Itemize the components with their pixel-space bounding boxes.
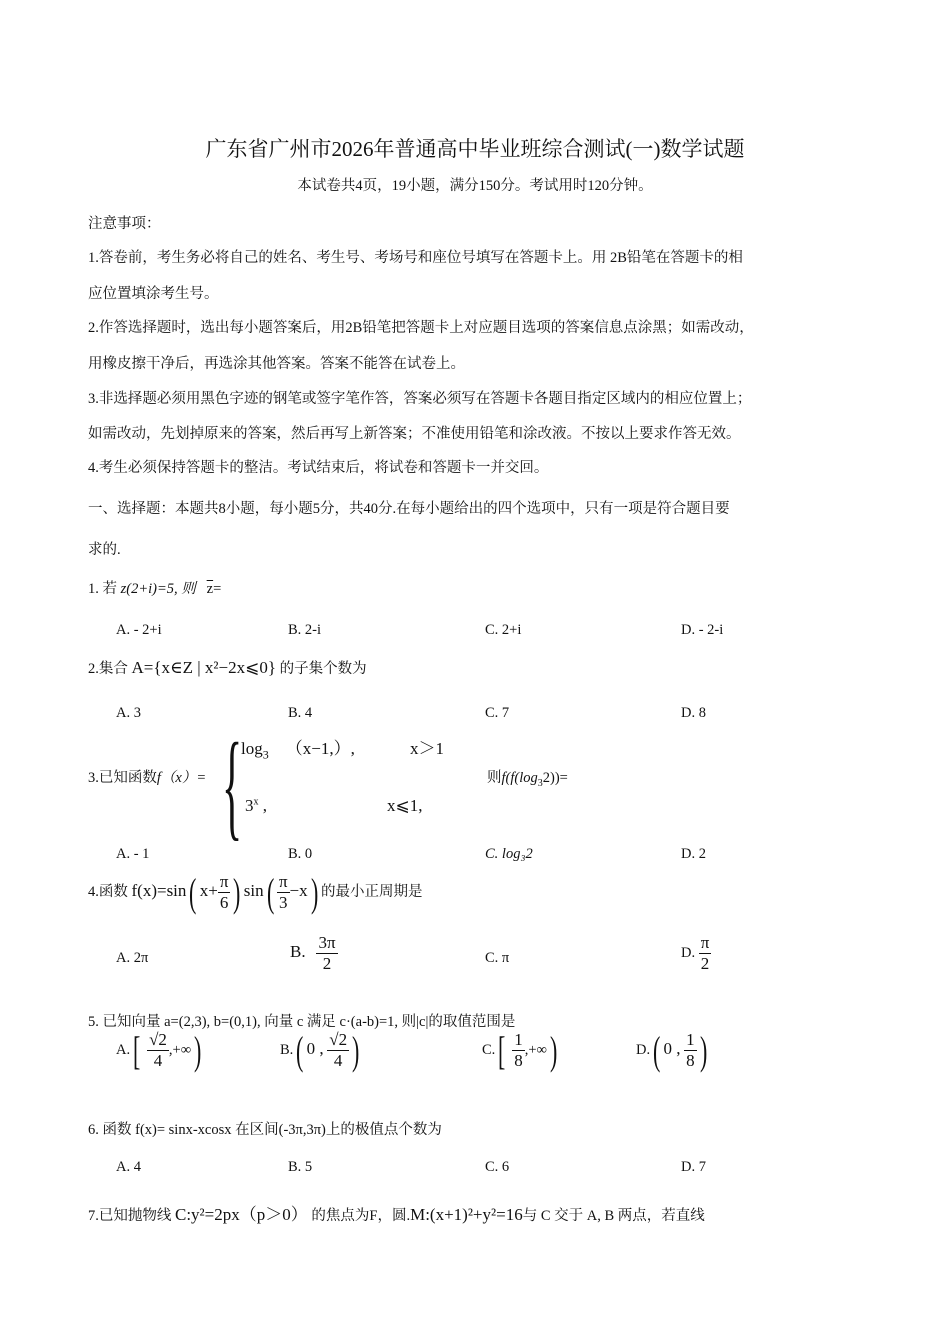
notice-3b: 如需改动，先划掉原来的答案，然后再写上新答案；不准使用铅笔和涂改液。不按以上要求作答无效。: [88, 426, 741, 442]
q3-case1: $\log_3$ （x−1,）,: [241, 739, 355, 762]
section1-line2: 求的.: [88, 542, 121, 558]
q4-option-a[interactable]: A. 2π: [116, 950, 149, 966]
q6-option-d[interactable]: D. 7: [681, 1159, 706, 1175]
q6-option-c[interactable]: C. 6: [485, 1159, 510, 1175]
notice-heading: 注意事项：: [88, 216, 161, 232]
q2-option-d[interactable]: D. 8: [681, 705, 706, 721]
q6-option-a[interactable]: A. 4: [116, 1159, 141, 1175]
q2-option-b[interactable]: B. 4: [288, 705, 313, 721]
q5-option-c[interactable]: C.[ $\frac{1}{8}$ ,+∞): [482, 1027, 558, 1073]
q4-option-b[interactable]: B. $\frac{3\pi}{2}$: [290, 933, 336, 973]
q5-option-d[interactable]: D.( 0 , $\frac{1}{8}$ ): [636, 1027, 707, 1073]
q4-option-d[interactable]: D. $\frac{\pi}{2}$: [681, 933, 710, 973]
section1-line1: 一、选择题：本题共8小题，每小题5分，共40分.在每小题给出的四个选项中，只有一项是符合题目要: [88, 501, 730, 517]
q1-option-d[interactable]: D. - 2-i: [681, 622, 724, 638]
q3-case2: 3$^x$ ,: [245, 796, 267, 815]
q4-frac-pi-6: $\frac{\pi}{6}$: [219, 872, 229, 912]
q1-stem: 1. 若 z(2+i)=5, 则 $\overline{z}=$: [88, 581, 222, 597]
q1-option-a[interactable]: A. - 2+i: [116, 622, 162, 638]
notice-2b: 用橡皮擦干净后，再选涂其他答案。答案不能答在试卷上。: [88, 356, 465, 372]
q2-option-c[interactable]: C. 7: [485, 705, 510, 721]
notice-1a: 1.答卷前，考生务必将自己的姓名、考生号、考场号和座位号填写在答题卡上。用 2B铅笔在答题卡的相: [88, 250, 743, 266]
q3-stem: 3.已知函数f（x）=: [88, 770, 207, 786]
q1-option-b[interactable]: B. 2-i: [288, 622, 322, 638]
q5-stem: 5. 已知向量 a=(2,3), b=(0,1), 向量 c 满足 c·(a-b)=1, 则|c|的取值范围是: [88, 1014, 516, 1030]
q3-option-d[interactable]: D. 2: [681, 846, 706, 862]
q4-stem: 4.函数 f(x)=sin( x+ $\frac{\pi}{6}$ ) sin( $\frac{\pi}{3}$ −x) 的最小正周期是: [88, 869, 423, 915]
q3-option-c[interactable]: C. log₃2: [485, 846, 533, 862]
notice-3a: 3.非选择题必须用黑色字迹的钢笔或签字笔作答，答案必须写在答题卡各题目指定区域内的相应位置上；: [88, 391, 752, 407]
q2-option-a[interactable]: A. 3: [116, 705, 141, 721]
q1-option-c[interactable]: C. 2+i: [485, 622, 522, 638]
q4-option-c[interactable]: C. π: [485, 950, 510, 966]
q7-stem: 7.已知抛物线 C:y²=2px（p＞0） 的焦点为F，圆.M:(x+1)²+y²=16与 C 交于 A, B 两点，若直线: [88, 1205, 705, 1224]
notice-1b: 应位置填涂考生号。: [88, 286, 219, 302]
page-subtitle: 本试卷共4页，19小题，满分150分。考试用时120分钟。: [297, 178, 653, 194]
q3-tail: 则$f(f(\log_32))=$: [487, 770, 568, 789]
q3-piecewise-brace: {: [222, 718, 243, 851]
q2-stem: 2.集合 A={x∈Z | x²−2x⩽0} 的子集个数为: [88, 658, 367, 677]
q6-stem: 6. 函数 f(x)= sinx-xcosx 在区间(-3π,3π)上的极值点个数为: [88, 1122, 442, 1138]
q5-option-a[interactable]: A.[ $\frac{√2}{4}$ ,+∞): [116, 1027, 202, 1073]
notice-4: 4.考生必须保持答题卡的整洁。考试结束后，将试卷和答题卡一并交回。: [88, 460, 549, 476]
notice-2a: 2.作答选择题时，选出每小题答案后，用2B铅笔把答题卡上对应题目选项的答案信息点涂黑；如需改动，: [88, 320, 754, 336]
q5-option-b[interactable]: B.( 0 , $\frac{√2}{4}$ ): [280, 1027, 360, 1073]
q3-option-b[interactable]: B. 0: [288, 846, 313, 862]
q6-option-b[interactable]: B. 5: [288, 1159, 313, 1175]
q3-option-a[interactable]: A. - 1: [116, 846, 150, 862]
q3-case1-condition: x＞1: [410, 739, 444, 758]
q4-frac-pi-3: $\frac{\pi}{3}$: [278, 872, 288, 912]
page-title: 广东省广州市2026年普通高中毕业班综合测试(一)数学试题: [205, 137, 745, 161]
q3-case2-condition: x⩽1,: [387, 796, 423, 815]
